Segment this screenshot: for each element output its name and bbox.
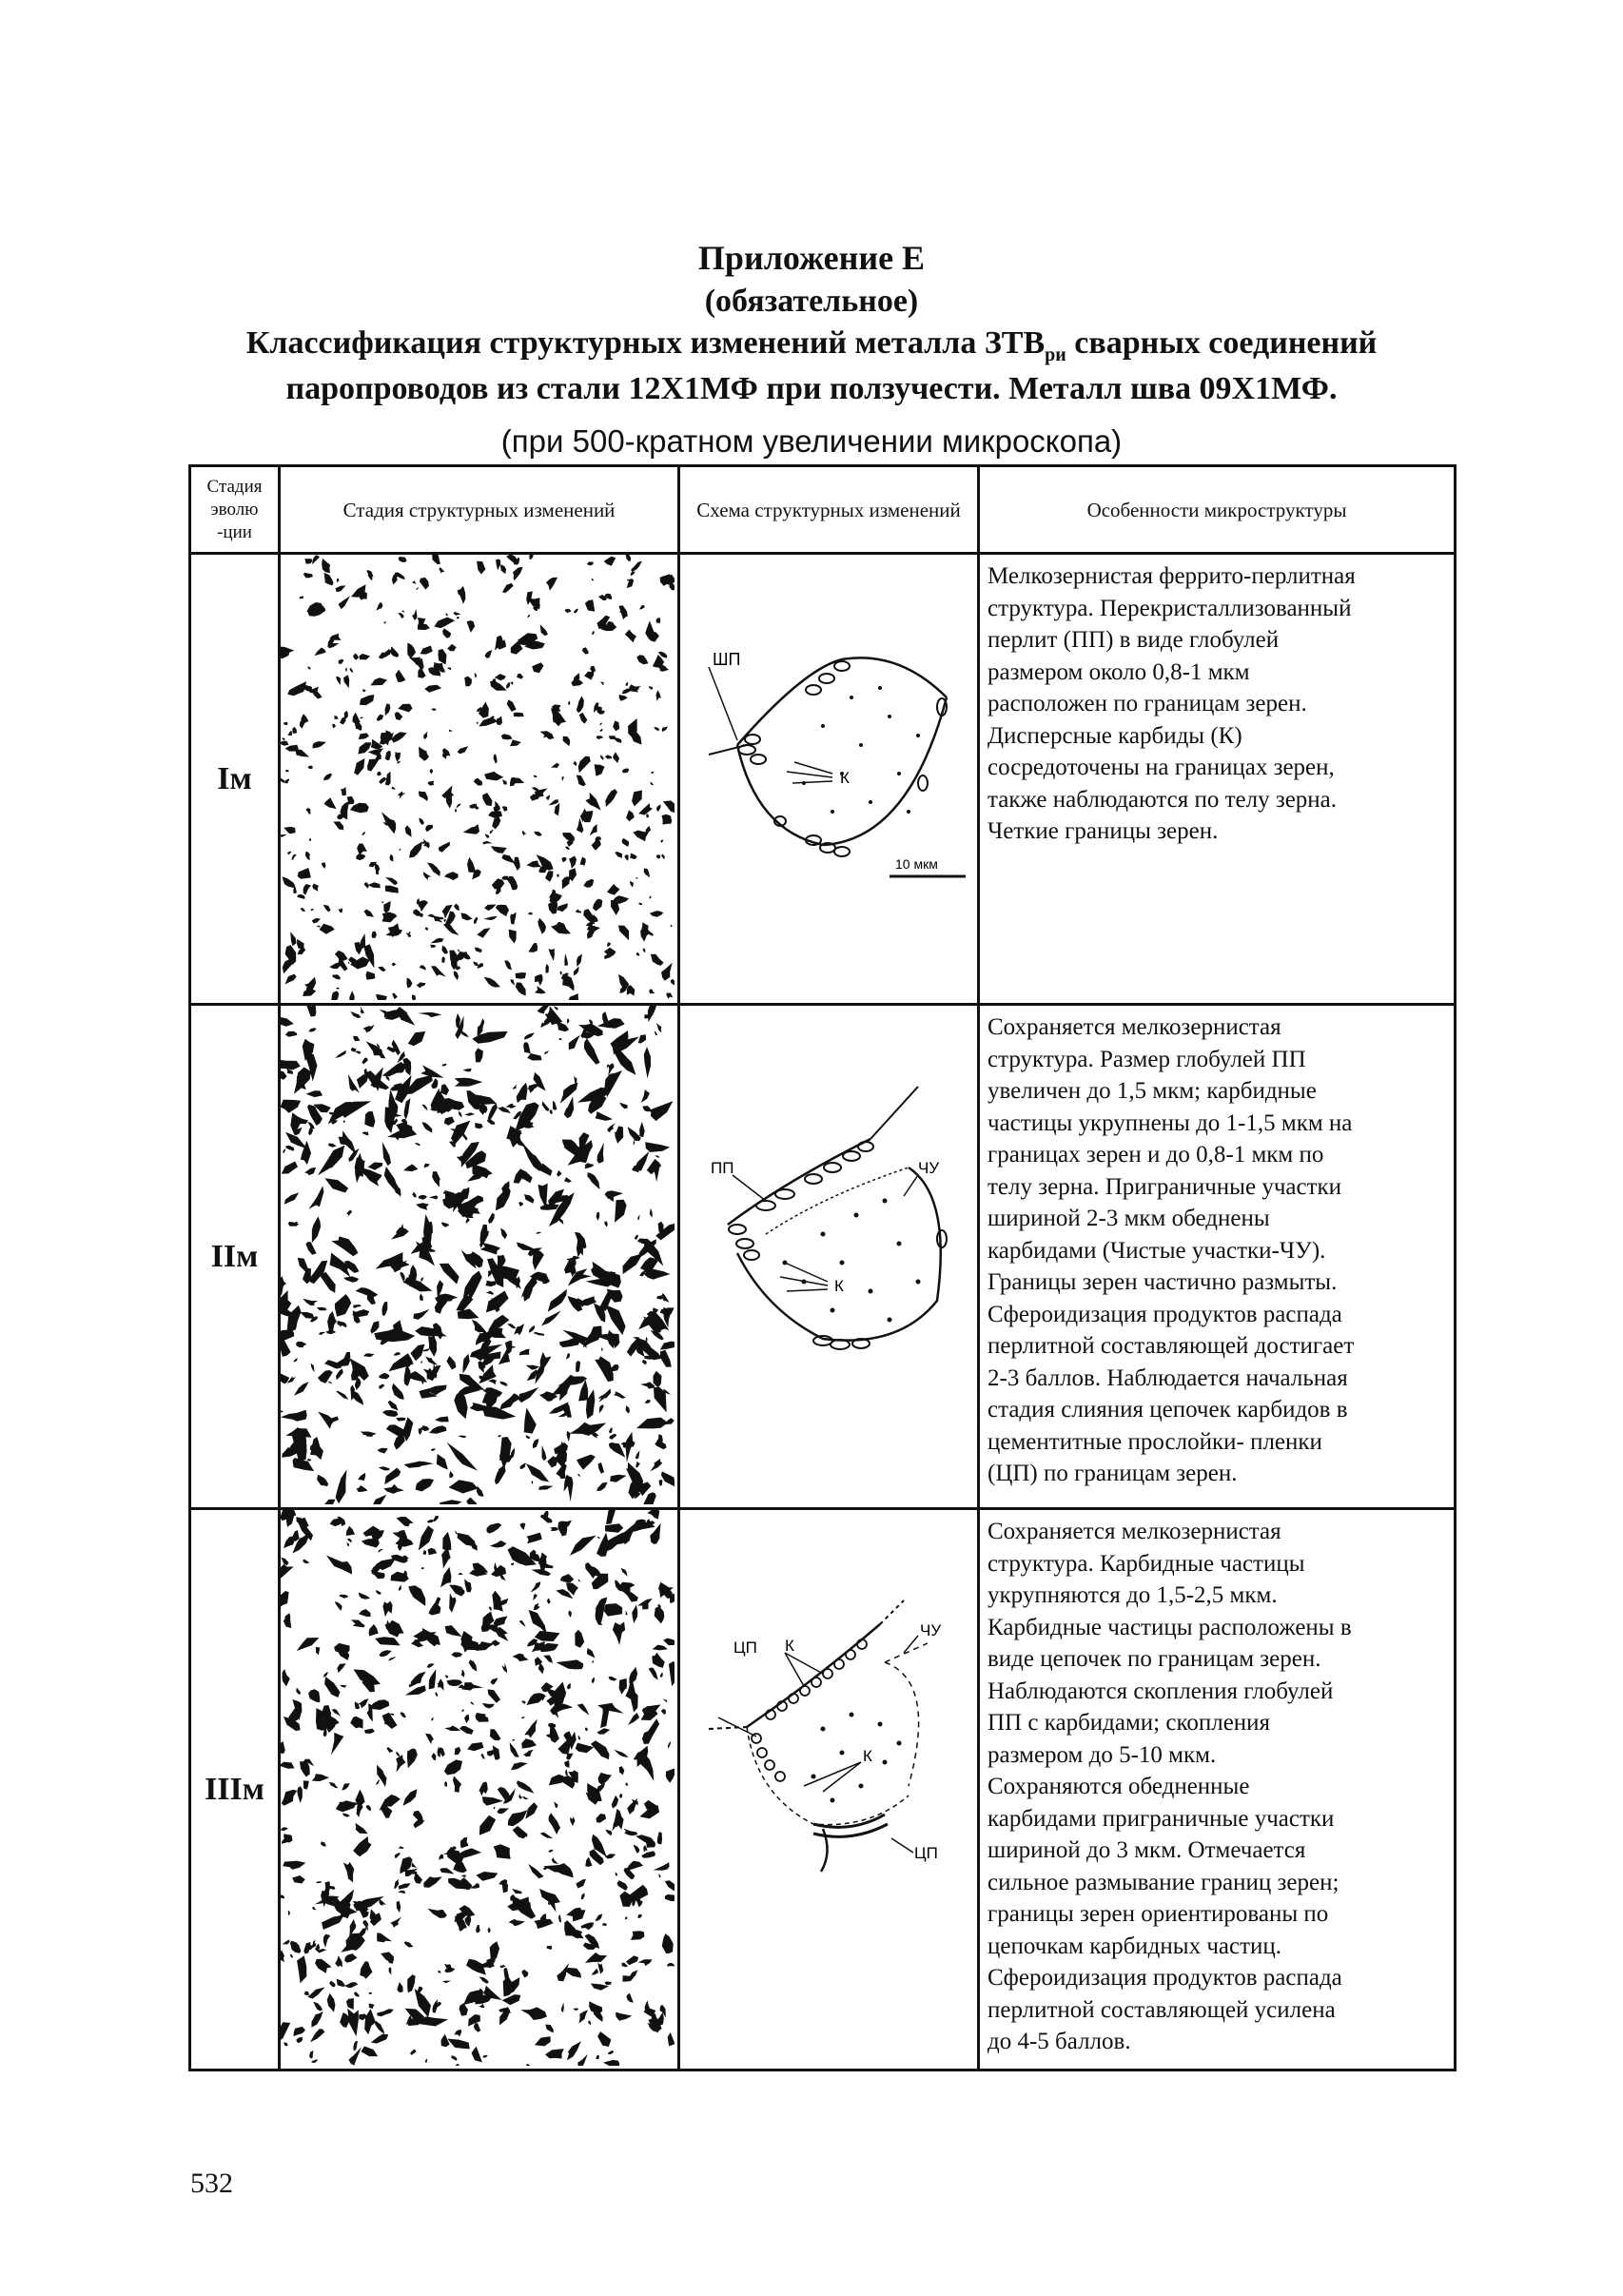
carbide-dots (783, 1199, 921, 1323)
schema-label-k2: К (863, 1747, 872, 1765)
micrograph-image (281, 555, 675, 1000)
schema-label-pp: ПП (711, 1159, 734, 1177)
scale-label: 10 мкм (895, 856, 938, 872)
description-line: 2-3 баллов. Наблюдается начальная (987, 1364, 1348, 1391)
title-subscript: ри (1045, 343, 1066, 365)
col-header-features: Особенности микроструктуры (979, 466, 1456, 554)
schema-label-chu: ЧУ (920, 1621, 942, 1639)
description-line: карбидами приграничные участки (987, 1805, 1335, 1832)
micrograph-speckles (281, 1510, 675, 2066)
micrograph-speckles (281, 555, 675, 1000)
description-line: структура. Размер глобулей ПП (987, 1046, 1306, 1072)
schema-cell (679, 1005, 979, 1509)
description-line: увеличен до 1,5 мкм; карбидные (987, 1078, 1317, 1104)
description-line: размером около 0,8-1 мкм (987, 658, 1250, 685)
description-line: Сфероидизация продуктов распада (987, 1965, 1342, 1991)
description-line: (ЦП) по границам зерен. (987, 1461, 1238, 1486)
schema-label-k1: К (785, 1637, 794, 1655)
description-line: границах зерен и до 0,8-1 мкм по (987, 1142, 1324, 1168)
description-line: Сфероидизация продуктов распада (987, 1301, 1342, 1327)
description-line: размером до 5-10 мкм. (987, 1741, 1217, 1768)
description-line: карбидами (Чистые участки-ЧУ). (987, 1237, 1326, 1264)
grain-boundary (842, 657, 947, 697)
clean-zone-boundary (885, 1643, 928, 1662)
description-line: перлитной составляющей достигает (987, 1333, 1355, 1359)
appendix-title: Приложение Е (697, 239, 926, 277)
description-line: Дисперсные карбиды (К) (987, 722, 1242, 749)
grain-boundary (737, 1168, 941, 1341)
carbide-dots (802, 686, 920, 814)
description-line: цепочкам карбидных частиц. (987, 1933, 1282, 1959)
stage-label: Iм (190, 554, 280, 1005)
description-line: структура. Перекристаллизованный (987, 595, 1352, 621)
description-line: Наблюдаются скопления глобулей (987, 1678, 1334, 1704)
description-line: Четкие границы зерен. (987, 818, 1219, 844)
schema-label-top: ШП (713, 650, 741, 669)
clean-zone-boundary (885, 1662, 919, 1786)
grain-boundary (880, 1600, 904, 1624)
stage-label: IIм (190, 1005, 280, 1509)
schema-label-chu: ЧУ (918, 1159, 940, 1177)
title-part-b: сварных соединений (1066, 325, 1378, 361)
micrograph-image (281, 1510, 675, 2066)
description-line: телу зерна. Приграничные участки (987, 1173, 1342, 1200)
description-line: расположен по границам зерен. (987, 691, 1307, 716)
schema-diagram (680, 1510, 974, 2066)
schema-label-k: К (834, 1277, 844, 1295)
description-cell (979, 1509, 1456, 2070)
micrograph-speckles (281, 1006, 675, 1504)
description-line: сильное размывание границ зерен; (987, 1869, 1339, 1895)
description-line: Сохраняются обедненные (987, 1774, 1250, 1799)
micrograph-cell (280, 554, 679, 1005)
col-header-stage: Стадия эволю -ции (190, 466, 280, 554)
description-line: Мелкозернистая феррито-перлитная (987, 563, 1356, 589)
table-header-row (190, 466, 1456, 554)
page-number: 532 (190, 2168, 233, 2199)
table-row (190, 554, 1456, 1005)
description-cell (979, 554, 1456, 1005)
micrograph-image (281, 1006, 675, 1504)
schema-diagram (680, 555, 974, 1000)
schema-label-tsp-bottom: ЦП (914, 1844, 938, 1862)
stage-label: IIIм (190, 1509, 280, 2070)
table-row (190, 1509, 1456, 2070)
description-line: цементитные прослойки- пленки (987, 1428, 1322, 1455)
description-line: Карбидные частицы расположены в (987, 1614, 1352, 1640)
description-line: ПП с карбидами; скопления (987, 1710, 1271, 1736)
magnification-note: (при 500-кратном увеличении микроскопа) (500, 423, 1123, 459)
description-line: границы зерен ориентированы по (987, 1901, 1329, 1927)
leader-lines (718, 1636, 918, 1853)
schema-label-tsp: ЦП (733, 1639, 757, 1657)
appendix-status: (обязательное) (704, 284, 919, 319)
description-line: частицы укрупнены до 1-1,5 мкм на (987, 1109, 1353, 1136)
pearlite-globules (752, 1639, 867, 1781)
schema-diagram (680, 1006, 974, 1504)
col-header-schema: Схема структурных изменений (679, 466, 979, 554)
description-line: Сохраняется мелкозернистая (987, 1519, 1281, 1544)
classification-table (188, 464, 1457, 2071)
description-line: Сохраняется мелкозернистая (987, 1014, 1281, 1040)
micrograph-cell (280, 1509, 679, 2070)
col-header-structural-stage: Стадия структурных изменений (280, 466, 679, 554)
grain-boundary (870, 1087, 918, 1139)
description-line: также наблюдаются по телу зерна. (987, 786, 1338, 813)
title-part-a: Классификация структурных изменений металла ЗТВ (245, 325, 1046, 361)
description-line: структура. Карбидные частицы (987, 1550, 1305, 1577)
pearlite-globules (738, 661, 947, 856)
description-line: перлит (ПП) в виде глобулей (987, 627, 1280, 653)
document-title-line2: паропроводов из стали 12Х1МФ при ползучести. Металл шва 09Х1МФ. (285, 371, 1338, 406)
description-line: стадия слияния цепочек карбидов в (987, 1397, 1348, 1423)
description-line: укрупняются до 1,5-2,5 мкм. (987, 1582, 1278, 1608)
description-line: до 4-5 баллов. (987, 2029, 1131, 2054)
carbide-dots (812, 1713, 902, 1803)
schema-label-k: К (840, 769, 850, 787)
description-cell (979, 1005, 1456, 1509)
description-line: шириной 2-3 мкм обеднены (987, 1206, 1270, 1231)
schema-cell (679, 1509, 979, 2070)
schema-cell (679, 554, 979, 1005)
grain-boundary (737, 659, 842, 745)
document-title-line1 (0, 325, 1623, 366)
micrograph-cell (280, 1005, 679, 1509)
description-line: шириной до 3 мкм. Отмечается (987, 1837, 1306, 1863)
leader-lines (733, 1175, 918, 1291)
description-line: сосредоточены на границах зерен, (987, 755, 1335, 780)
table-row (190, 1005, 1456, 1509)
description-line: Границы зерен частично размыты. (987, 1269, 1338, 1295)
description-line: перлитной составляющей усилена (987, 1996, 1336, 2023)
description-line: виде цепочек по границам зерен. (987, 1646, 1321, 1672)
